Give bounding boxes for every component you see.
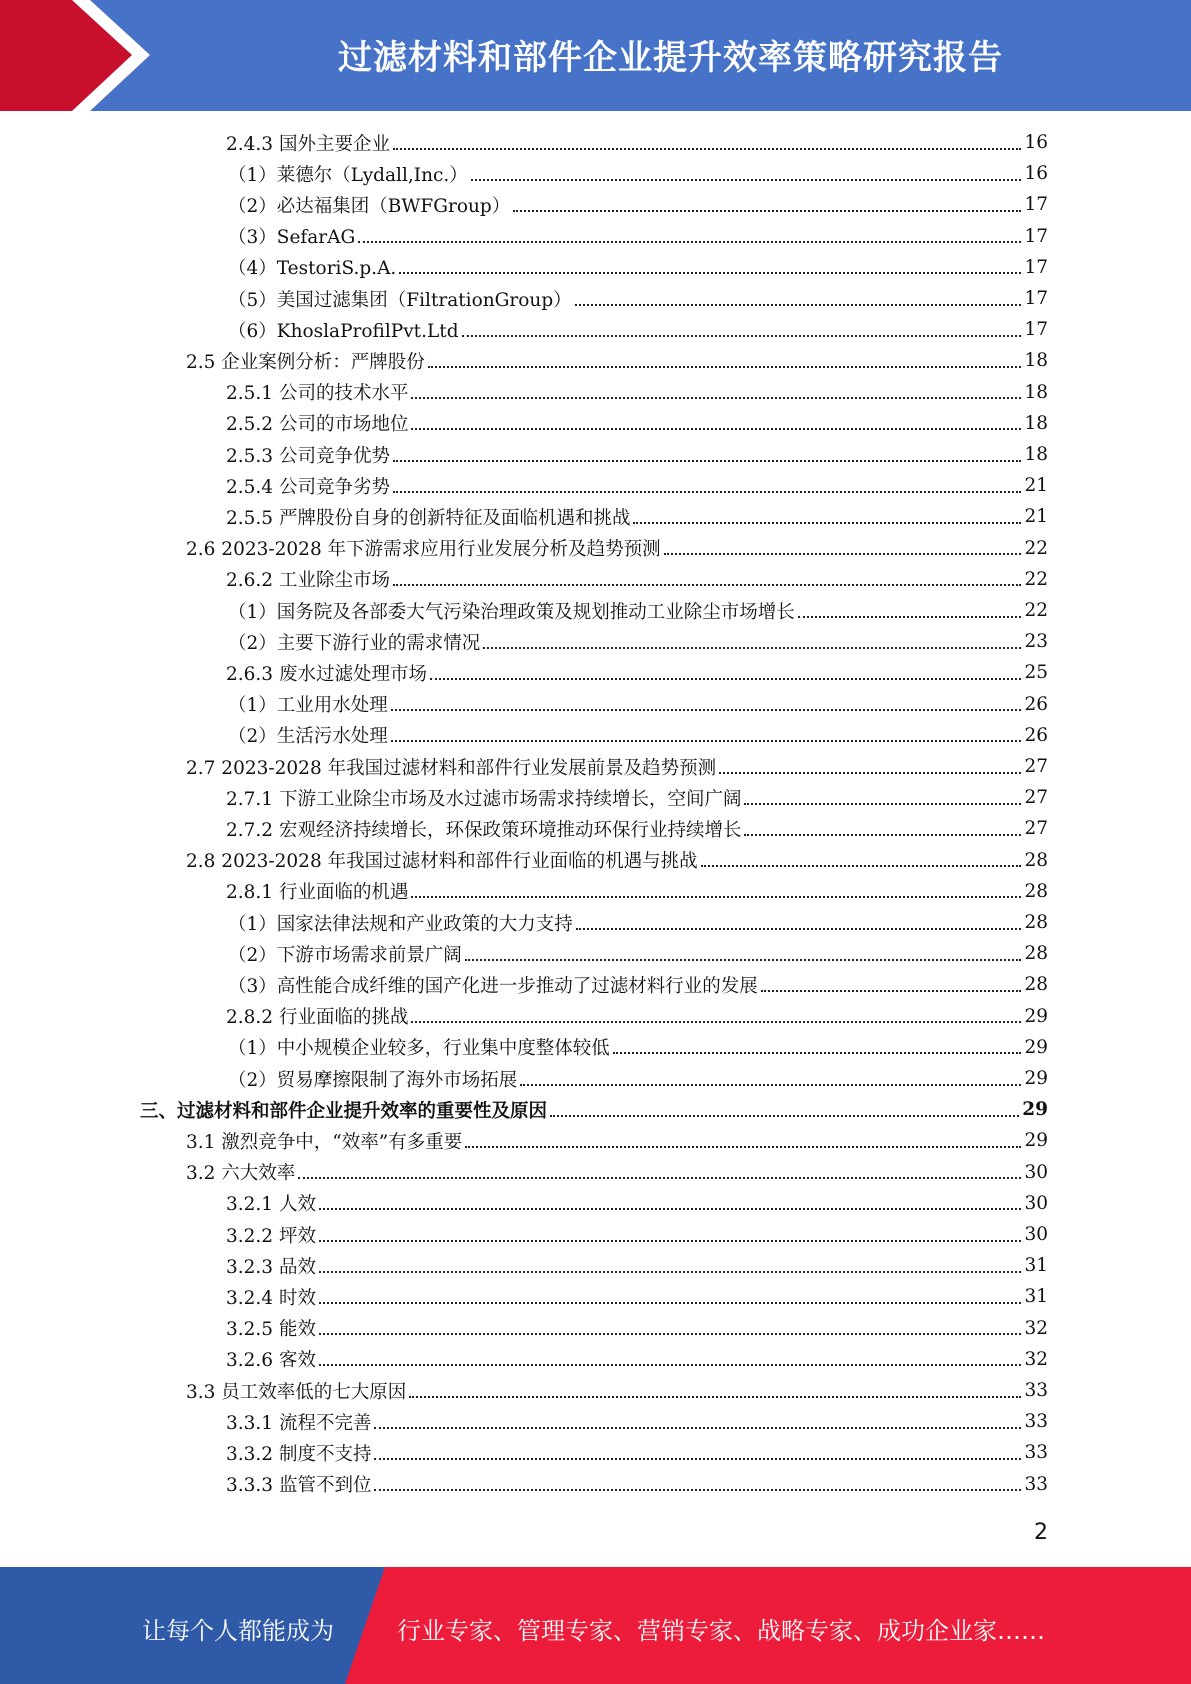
- toc-entry-page: 17: [1024, 319, 1048, 341]
- toc-dot-leader: [393, 460, 1021, 462]
- toc-entry-title: 2.5.1 公司的技术水平: [226, 383, 409, 405]
- toc-entry-title: 2.7 2023-2028 年我国过滤材料和部件行业发展前景及趋势预测: [186, 757, 717, 779]
- toc-entry-title: 3.3 员工效率低的七大原因: [186, 1381, 407, 1403]
- toc-entry[interactable]: [186, 845, 1048, 876]
- toc-dot-leader: [393, 584, 1021, 586]
- toc-entry-title: （2）下游市场需求前景广阔: [228, 944, 462, 966]
- toc-dot-leader: [633, 522, 1021, 524]
- toc-entry[interactable]: [226, 564, 1048, 595]
- toc-entry-page: 31: [1024, 1286, 1048, 1308]
- toc-entry-page: 27: [1024, 756, 1048, 777]
- toc-entry[interactable]: [228, 626, 1048, 657]
- toc-entry[interactable]: [226, 1250, 1048, 1281]
- toc-entry-page: 30: [1024, 1161, 1048, 1183]
- toc-entry[interactable]: [228, 1063, 1048, 1094]
- toc-dot-leader: [319, 1240, 1022, 1242]
- toc-entry-page: 26: [1024, 724, 1048, 746]
- toc-entry[interactable]: [226, 377, 1048, 408]
- toc-entry-title: （1）中小规模企业较多，行业集中度整体较低: [228, 1038, 610, 1060]
- toc-dot-leader: [744, 803, 1021, 805]
- toc-entry-title: （1）莱德尔（Lydall,Inc.）: [228, 164, 468, 186]
- toc-entry-title: （1）国务院及各部委大气污染治理政策及规划推动工业除尘市场增长: [228, 601, 795, 623]
- toc-entry-page: 22: [1024, 568, 1048, 590]
- toc-entry[interactable]: [228, 1032, 1048, 1063]
- toc-entry-page: 18: [1024, 412, 1048, 434]
- toc-entry-page: 17: [1024, 256, 1048, 278]
- toc-entry[interactable]: [226, 501, 1048, 532]
- toc-entry-title: 2.5.2 公司的市场地位: [226, 414, 409, 436]
- toc-entry-page: 18: [1024, 444, 1048, 465]
- toc-dot-leader: [391, 709, 1022, 711]
- toc-entry[interactable]: [226, 470, 1048, 501]
- toc-entry-title: 2.7.1 下游工业除尘市场及水过滤市场需求持续增长，空间广阔: [226, 788, 742, 810]
- toc-entry[interactable]: [186, 533, 1048, 564]
- toc-dot-leader: [358, 241, 1021, 243]
- toc-entry-title: 3.2.1 人效: [226, 1194, 316, 1216]
- toc-dot-leader: [513, 210, 1021, 212]
- toc-entry-page: 28: [1024, 912, 1048, 933]
- toc-entry-page: 17: [1024, 288, 1048, 309]
- toc-dot-leader: [465, 1146, 1021, 1148]
- toc-entry[interactable]: [228, 689, 1048, 720]
- toc-dot-leader: [409, 1396, 1021, 1398]
- toc-dot-leader: [719, 772, 1021, 774]
- toc-dot-leader: [411, 896, 1021, 898]
- toc-entry-title: 2.8.1 行业面临的机遇: [226, 882, 409, 904]
- toc-entry[interactable]: [140, 1094, 1048, 1125]
- toc-dot-leader: [319, 1333, 1022, 1335]
- toc-dot-leader: [411, 1021, 1021, 1023]
- toc-entry-page: 21: [1024, 475, 1048, 497]
- toc-entry[interactable]: [228, 595, 1048, 626]
- page-footer: [0, 1567, 1191, 1684]
- toc-entry[interactable]: [228, 252, 1048, 283]
- toc-entry-title: （1）工业用水处理: [228, 695, 388, 717]
- toc-entry[interactable]: [186, 345, 1048, 376]
- toc-entry-page: 28: [1024, 880, 1048, 902]
- toc-entry-title: （3）高性能合成纤维的国产化进一步推动了过滤材料行业的发展: [228, 975, 758, 997]
- toc-dot-leader: [374, 1458, 1021, 1460]
- toc-entry-title: 2.5.4 公司竞争劣势: [226, 476, 390, 498]
- toc-entry-page: 18: [1024, 381, 1048, 403]
- toc-entry-title: 3.3.3 监管不到位: [226, 1475, 372, 1497]
- toc-dot-leader: [701, 865, 1022, 867]
- toc-dot-leader: [664, 553, 1022, 555]
- toc-entry-title: 2.4.3 国外主要企业: [226, 133, 390, 155]
- toc-entry[interactable]: [226, 813, 1048, 844]
- toc-entry-page: 29: [1024, 1068, 1048, 1089]
- toc-entry-title: 3.2.2 坪效: [226, 1225, 316, 1247]
- toc-entry[interactable]: [228, 907, 1048, 938]
- toc-entry-page: 21: [1024, 506, 1048, 528]
- toc-entry-title: （4）TestoriS.p.A.: [228, 258, 397, 280]
- toc-entry-title: 3.2.4 时效: [226, 1287, 316, 1309]
- toc-entry-page: 33: [1024, 1473, 1048, 1495]
- toc-entry[interactable]: [228, 938, 1048, 969]
- page-number: 2: [1034, 1520, 1048, 1545]
- toc-entry[interactable]: [226, 1344, 1048, 1375]
- toc-dot-leader: [483, 647, 1021, 649]
- toc-entry-page: 32: [1024, 1348, 1048, 1370]
- toc-entry-title: （5）美国过滤集团（FiltrationGroup）: [228, 289, 572, 311]
- toc-dot-leader: [520, 1084, 1021, 1086]
- toc-entry[interactable]: [226, 1313, 1048, 1344]
- toc-entry-page: 28: [1024, 849, 1048, 871]
- toc-dot-leader: [319, 1208, 1022, 1210]
- toc-entry[interactable]: [226, 1406, 1048, 1437]
- toc-entry[interactable]: [186, 751, 1048, 782]
- toc-dot-leader: [411, 428, 1021, 430]
- toc-entry-title: 三、过滤材料和部件企业提升效率的重要性及原因: [140, 1100, 548, 1122]
- toc-dot-leader: [374, 1427, 1021, 1429]
- toc-entry[interactable]: [186, 1157, 1048, 1188]
- footer-slogan-right: 行业专家、管理专家、营销专家、战略专家、成功企业家……: [397, 1617, 1045, 1645]
- toc-dot-leader: [298, 1177, 1021, 1179]
- toc-dot-leader: [471, 179, 1022, 181]
- toc-entry-page: 17: [1024, 194, 1048, 216]
- toc-entry-title: （2）贸易摩擦限制了海外市场拓展: [228, 1069, 518, 1091]
- toc-dot-leader: [761, 990, 1022, 992]
- page-header: [0, 0, 1191, 111]
- toc-entry[interactable]: [226, 439, 1048, 470]
- toc-entry-title: 2.6.2 工业除尘市场: [226, 570, 390, 592]
- toc-entry[interactable]: [186, 1125, 1048, 1156]
- toc-entry-page: 16: [1024, 163, 1048, 185]
- toc-dot-leader: [576, 928, 1022, 930]
- toc-entry[interactable]: [228, 283, 1048, 314]
- toc-entry-page: 22: [1024, 537, 1048, 559]
- toc-entry-title: 2.5.5 严牌股份自身的创新特征及面临机遇和挑战: [226, 507, 631, 529]
- toc-dot-leader: [428, 366, 1022, 368]
- toc-dot-leader: [319, 1364, 1022, 1366]
- toc-entry-title: （2）必达福集团（BWFGroup）: [228, 195, 511, 217]
- toc-entry-title: 3.2 六大效率: [186, 1163, 296, 1185]
- toc-entry-page: 32: [1024, 1317, 1048, 1339]
- toc-entry-page: 18: [1024, 350, 1048, 372]
- toc-dot-leader: [462, 335, 1022, 337]
- toc-dot-leader: [391, 740, 1022, 742]
- footer-slogan-left: 让每个人都能成为: [142, 1617, 334, 1645]
- toc-dot-leader: [798, 616, 1022, 618]
- toc-entry-title: 3.3.2 制度不支持: [226, 1443, 372, 1465]
- toc-entry-page: 28: [1024, 943, 1048, 965]
- toc-entry-page: 29: [1024, 1036, 1048, 1058]
- toc-entry-title: （6）KhoslaProfilPvt.Ltd: [228, 320, 459, 342]
- toc-entry[interactable]: [226, 876, 1048, 907]
- toc-entry-page: 27: [1024, 818, 1048, 840]
- toc-entry-title: 2.8.2 行业面临的挑战: [226, 1007, 409, 1029]
- toc-entry[interactable]: [226, 1437, 1048, 1468]
- toc-entry[interactable]: [226, 408, 1048, 439]
- toc-entry[interactable]: [228, 158, 1048, 189]
- toc-entry-title: 3.2.3 品效: [226, 1256, 316, 1278]
- toc-entry[interactable]: [226, 1001, 1048, 1032]
- toc-entry-title: 2.8 2023-2028 年我国过滤材料和部件行业面临的机遇与挑战: [186, 851, 698, 873]
- toc-entry[interactable]: [226, 1281, 1048, 1312]
- toc-entry-page: 26: [1024, 693, 1048, 715]
- toc-entry-title: 3.1 激烈竞争中，“效率”有多重要: [186, 1131, 463, 1153]
- header-arrow-graphic: [0, 0, 155, 111]
- toc-entry-title: 2.6.3 废水过滤处理市场: [226, 663, 427, 685]
- toc-entry[interactable]: [226, 782, 1048, 813]
- toc-entry-title: 3.2.5 能效: [226, 1319, 316, 1341]
- toc-entry[interactable]: [228, 720, 1048, 751]
- toc-dot-leader: [430, 678, 1021, 680]
- toc-entry-title: 2.5.3 公司竞争优势: [226, 445, 390, 467]
- toc-entry-page: 25: [1024, 662, 1048, 684]
- toc-entry-title: 3.3.1 流程不完善: [226, 1412, 372, 1434]
- toc-entry-title: 2.5 企业案例分析：严牌股份: [186, 351, 425, 373]
- toc-entry-page: 29: [1022, 1099, 1048, 1121]
- toc-entry-page: 29: [1024, 1005, 1048, 1027]
- toc-entry-page: 28: [1024, 974, 1048, 996]
- toc-dot-leader: [319, 1302, 1022, 1304]
- toc-entry-title: （1）国家法律法规和产业政策的大力支持: [228, 913, 573, 935]
- toc-entry-page: 33: [1024, 1411, 1048, 1433]
- toc-entry[interactable]: [226, 1188, 1048, 1219]
- toc-dot-leader: [374, 1489, 1021, 1491]
- toc-entry[interactable]: [228, 189, 1048, 220]
- toc-entry[interactable]: [228, 969, 1048, 1000]
- toc-entry[interactable]: [226, 1469, 1048, 1500]
- toc-entry-title: 2.6 2023-2028 年下游需求应用行业发展分析及趋势预测: [186, 539, 661, 561]
- toc-dot-leader: [393, 148, 1021, 150]
- toc-entry[interactable]: [226, 127, 1048, 158]
- toc-entry-title: 2.7.2 宏观经济持续增长，环保政策环境推动环保行业持续增长: [226, 819, 742, 841]
- toc-dot-leader: [550, 1115, 1019, 1117]
- toc-entry-page: 22: [1024, 600, 1048, 621]
- toc-entry-title: （2）生活污水处理: [228, 726, 388, 748]
- toc-entry-page: 27: [1024, 787, 1048, 809]
- toc-dot-leader: [411, 397, 1021, 399]
- report-title: 过滤材料和部件企业提升效率策略研究报告: [338, 38, 1003, 78]
- toc-dot-leader: [613, 1052, 1022, 1054]
- toc-entry-page: 16: [1024, 132, 1048, 153]
- toc-entry[interactable]: [228, 314, 1048, 345]
- toc-dot-leader: [744, 834, 1021, 836]
- toc-entry-page: 30: [1024, 1192, 1048, 1214]
- toc-entry[interactable]: [186, 1375, 1048, 1406]
- toc-dot-leader: [465, 959, 1022, 961]
- toc-entry-page: 30: [1024, 1224, 1048, 1245]
- toc-dot-leader: [399, 272, 1021, 274]
- toc-entry[interactable]: [226, 1219, 1048, 1250]
- toc-dot-leader: [319, 1271, 1022, 1273]
- toc-entry[interactable]: [226, 657, 1048, 688]
- toc-entry-title: （2）主要下游行业的需求情况: [228, 632, 481, 654]
- toc-entry-page: 31: [1024, 1255, 1048, 1277]
- toc-dot-leader: [575, 304, 1022, 306]
- toc-entry-page: 17: [1024, 225, 1048, 247]
- toc-entry-page: 29: [1024, 1130, 1048, 1152]
- toc-entry-page: 33: [1024, 1442, 1048, 1464]
- toc-entry-page: 23: [1024, 631, 1048, 653]
- toc-dot-leader: [393, 491, 1021, 493]
- toc-entry-title: （3）SefarAG: [228, 227, 356, 249]
- toc-entry[interactable]: [228, 221, 1048, 252]
- toc-entry-title: 3.2.6 客效: [226, 1350, 316, 1372]
- toc-entry-page: 33: [1024, 1380, 1048, 1401]
